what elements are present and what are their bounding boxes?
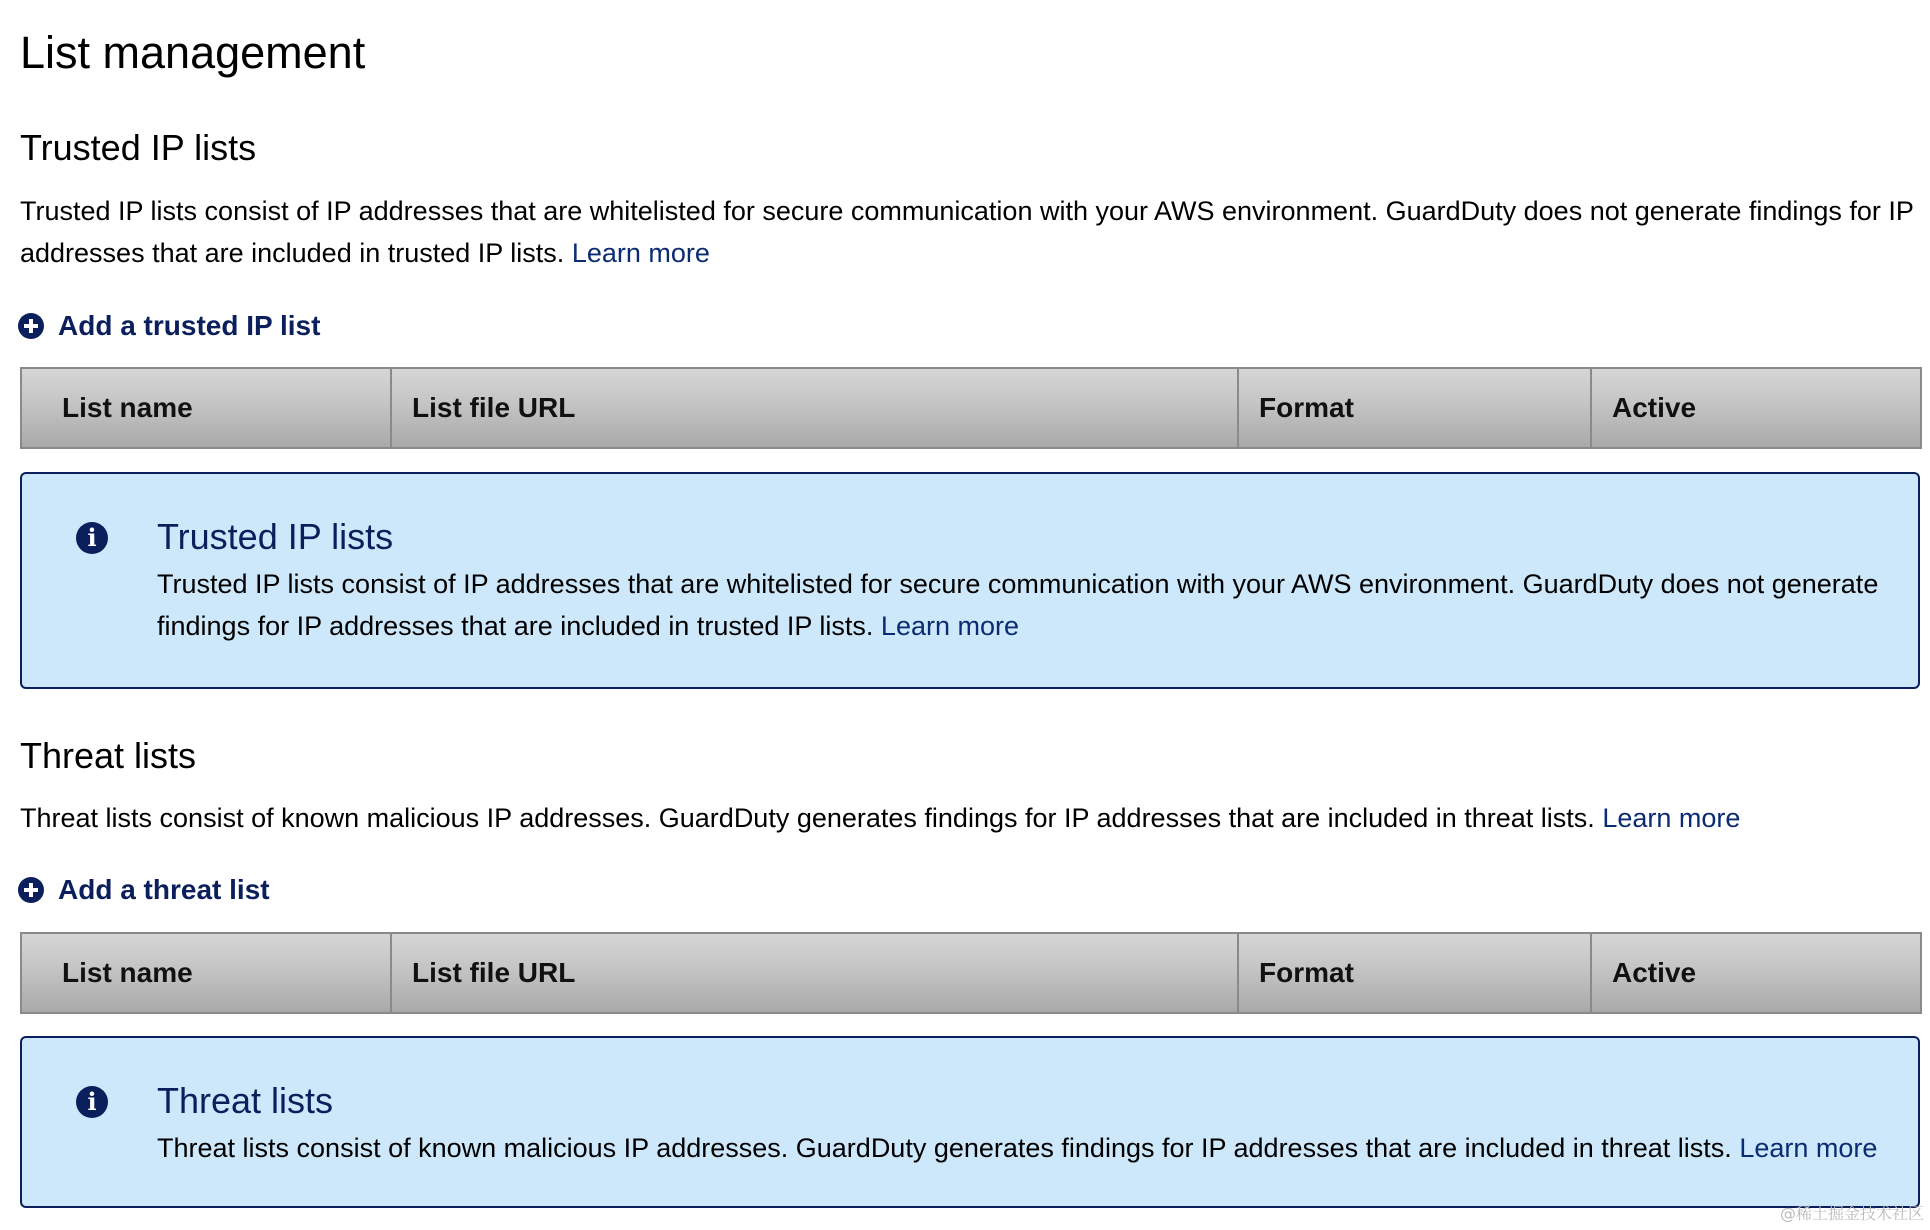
info-icon: i <box>76 522 108 554</box>
trusted-info-box <box>20 472 1920 689</box>
threat-column-list-name[interactable]: List name <box>22 934 392 1012</box>
trusted-section-description <box>20 190 1915 274</box>
trusted-info-body-text: Trusted IP lists consist of IP addresses that are whitelisted for secure communication with your AWS environment. GuardDuty does not generate findings for IP addresses that are included in trusted IP lists. <box>157 569 1879 641</box>
threat-section-title: Threat lists <box>20 735 197 776</box>
add-threat-list-button[interactable] <box>18 874 270 906</box>
threat-section-description <box>20 797 1915 839</box>
trusted-column-active[interactable]: Active <box>1592 369 1920 447</box>
trusted-table-header <box>20 367 1922 449</box>
threat-info-title: Threat lists <box>157 1080 334 1121</box>
threat-info-box <box>20 1036 1920 1208</box>
threat-table-header <box>20 932 1922 1014</box>
info-icon: i <box>76 1086 108 1118</box>
add-trusted-ip-list-button[interactable] <box>18 310 320 342</box>
trusted-info-learn-more-link[interactable]: Learn more <box>880 611 1019 641</box>
add-threat-list-label: Add a threat list <box>58 874 270 905</box>
plus-circle-icon <box>18 877 44 903</box>
threat-description-text: Threat lists consist of known malicious IP addresses. GuardDuty generates findings for IP addresses that are included in threat lists. <box>20 803 1595 833</box>
threat-info-body <box>157 1127 1897 1169</box>
trusted-section-title: Trusted IP lists <box>20 127 257 168</box>
threat-learn-more-link[interactable]: Learn more <box>1602 803 1741 833</box>
trusted-learn-more-link[interactable]: Learn more <box>571 238 710 268</box>
trusted-info-title: Trusted IP lists <box>157 516 394 557</box>
threat-column-active[interactable]: Active <box>1592 934 1920 1012</box>
watermark: @稀土掘金技术社区 <box>1779 1204 1924 1223</box>
threat-column-list-file-url[interactable]: List file URL <box>392 934 1239 1012</box>
threat-info-body-text: Threat lists consist of known malicious IP addresses. GuardDuty generates findings for IP addresses that are included in threat lists. <box>157 1133 1732 1163</box>
trusted-description-text: Trusted IP lists consist of IP addresses that are whitelisted for secure communication with your AWS environment. GuardDuty does not generate findings for IP addresses that are included in trusted IP lists. <box>20 196 1914 268</box>
trusted-column-list-file-url[interactable]: List file URL <box>392 369 1239 447</box>
trusted-info-body <box>157 563 1897 647</box>
threat-info-learn-more-link[interactable]: Learn more <box>1739 1133 1878 1163</box>
threat-column-format[interactable]: Format <box>1239 934 1592 1012</box>
plus-circle-icon <box>18 313 44 339</box>
trusted-column-list-name[interactable]: List name <box>22 369 392 447</box>
add-trusted-ip-list-label: Add a trusted IP list <box>58 310 321 341</box>
trusted-column-format[interactable]: Format <box>1239 369 1592 447</box>
page-title: List management <box>20 27 366 78</box>
